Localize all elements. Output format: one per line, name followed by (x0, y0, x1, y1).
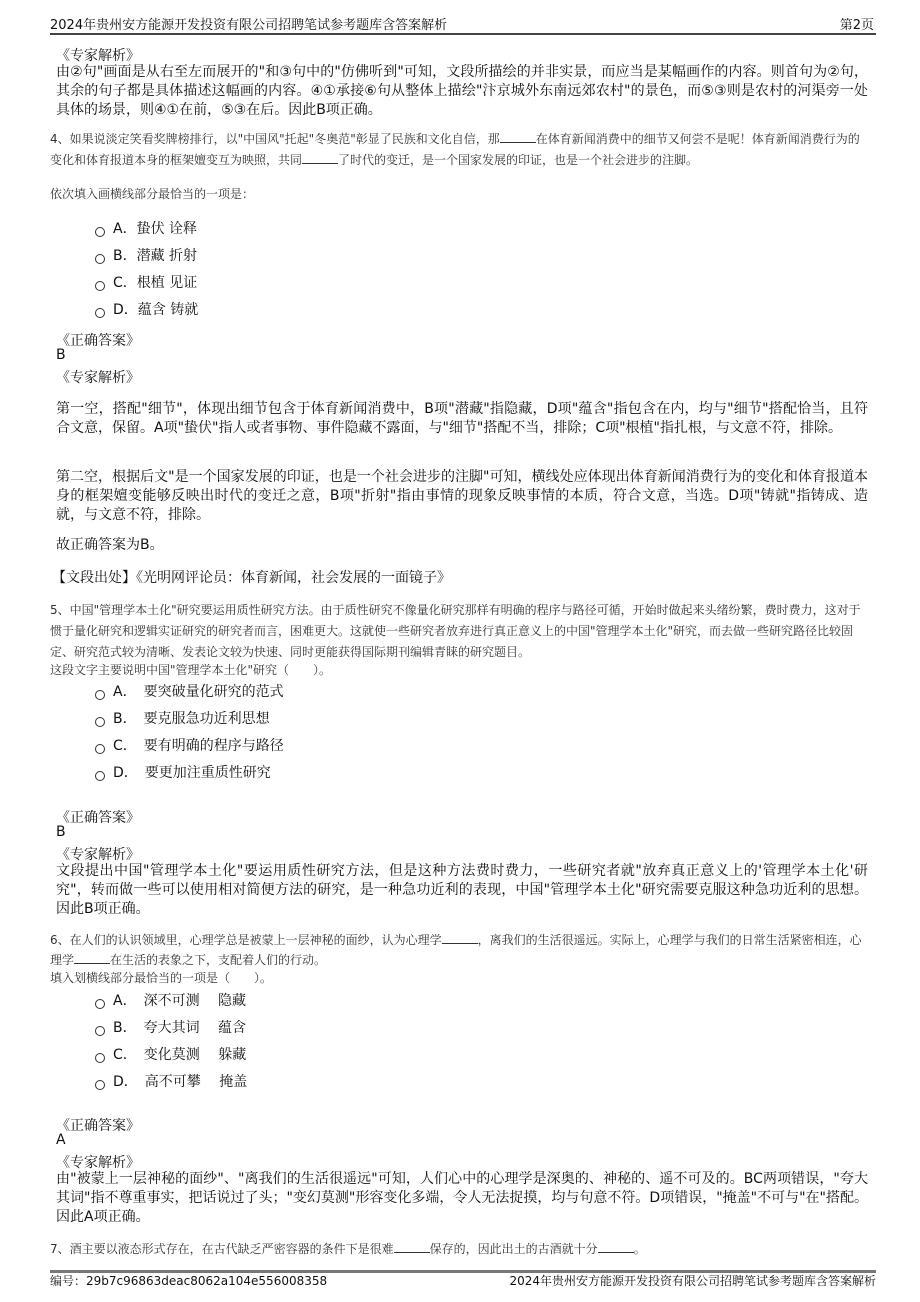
option-b[interactable]: B． 夸大其词 蕴含 (95, 1019, 246, 1037)
page-number: 第2页 (839, 18, 874, 33)
analysis-text: 第一空，搭配"细节"，体现出细节包含于体育新闻消费中，B项"潜藏"指隐藏，D项"蕴含"指包含在内，均与"细节"搭配恰当，且符合文意，保留。A项"蛰伏"指人或者事物、事件隐藏不露面，与"细节"搭配不当，排除；C项"根植"指扎根，与文意不符，排除。 (56, 401, 868, 436)
question-7-stem: 7、酒主要以液态形式存在，在古代缺乏严密容器的条件下是很难 保存的，因此出土的古酒就十分 。 (50, 1242, 646, 1256)
option-a[interactable]: A． 深不可测 隐藏 (95, 992, 246, 1010)
radio-icon[interactable] (95, 999, 105, 1009)
option-c[interactable]: C．根植 见证 (95, 274, 197, 292)
analysis-text: 文段提出中国"管理学本土化"要运用质性研究方法，但是这种方法费时费力，一些研究者就"放弃真正意义上的'管理学本土化'研究"，转而做一些可以使用相对简便方法的研究，是一种急功近利的表现，中国"管理学本土化"研究需要克服这种急功近利的思想。因此B项正确。 (56, 863, 868, 917)
header-rule (50, 33, 876, 35)
radio-icon[interactable] (95, 308, 105, 318)
option-b[interactable]: B．潜藏 折射 (95, 247, 197, 265)
answer-label: 《正确答案》 (56, 1118, 140, 1134)
question-4-prompt: 依次填入画横线部分最恰当的一项是： (50, 187, 255, 201)
question-5-prompt: 这段文字主要说明中国"管理学本土化"研究（ ）。 (50, 663, 332, 677)
answer-value: B (56, 824, 66, 840)
answer-value: B (56, 347, 66, 363)
option-c[interactable]: C． 变化莫测 躲藏 (95, 1046, 246, 1064)
answer-label: 《正确答案》 (56, 333, 140, 349)
analysis-label: 《专家解析》 (56, 1155, 140, 1171)
radio-icon[interactable] (95, 717, 105, 727)
option-c[interactable]: C． 要有明确的程序与路径 (95, 737, 284, 755)
radio-icon[interactable] (95, 227, 105, 237)
answer-label: 《正确答案》 (56, 810, 140, 826)
answer-value: A (56, 1132, 66, 1148)
header-title: 2024年贵州安方能源开发投资有限公司招聘笔试参考题库含答案解析 (50, 18, 448, 33)
question-5-stem: 5、中国"管理学本土化"研究要运用质性研究方法。由于质性研究不像量化研究那样有明确的程序与路径可循，开始时做起来头绪纷繁，费时费力，这对于惯于量化研究和逻辑实证研究的研究者而言，困难更大。这就使一些研究者放弃进行真正意义上的中国"管理学本土化"研究，而去做一些研究路径比较固定、研究范式较为清晰、发表论文较为快速、同时更能获得国际期刊编辑青睐的研究题目。 (50, 603, 861, 659)
question-6-prompt: 填入划横线部分最恰当的一项是（ ）。 (50, 971, 273, 985)
radio-icon[interactable] (95, 771, 105, 781)
analysis-label: 《专家解析》 (56, 370, 140, 386)
radio-icon[interactable] (95, 281, 105, 291)
analysis-label: 《专家解析》 (56, 847, 140, 863)
option-b[interactable]: B． 要克服急功近利思想 (95, 710, 270, 728)
source-text: 【文段出处】《光明网评论员：体育新闻，社会发展的一面镜子》 (52, 570, 451, 586)
footer-id: 编号：29b7c96863deac8062a104e556008358 (50, 1274, 328, 1288)
option-d[interactable]: D． 高不可攀 掩盖 (95, 1073, 247, 1091)
radio-icon[interactable] (95, 254, 105, 264)
question-6-stem: 6、在人们的认识领域里，心理学总是被蒙上一层神秘的面纱，认为心理学 ，离我们的生活很遥远。实际上，心理学与我们的日常生活紧密相连，心理学 在生活的表象之下，支配着人们的行动。 (50, 933, 862, 967)
radio-icon[interactable] (95, 1053, 105, 1063)
footer-title: 2024年贵州安方能源开发投资有限公司招聘笔试参考题库含答案解析 (509, 1274, 876, 1288)
radio-icon[interactable] (95, 744, 105, 754)
option-a[interactable]: A． 要突破量化研究的范式 (95, 683, 284, 701)
radio-icon[interactable] (95, 1080, 105, 1090)
analysis-text: 由"被蒙上一层神秘的面纱"、"离我们的生活很遥远"可知，人们心中的心理学是深奥的、神秘的、遥不可及的。BC两项错误，"夸大其词"指不尊重事实，把话说过了头；"变幻莫测"形容变化多端，令人无法捉摸，均与句意不符。D项错误，"掩盖"不可与"在"搭配。因此A项正确。 (56, 1171, 868, 1225)
option-d[interactable]: D．蕴含 铸就 (95, 301, 198, 319)
analysis-text: 由②句"画面是从右至左而展开的"和③句中的"仿佛听到"可知，文段所描绘的并非实景，而应当是某幅画作的内容。则首句为②句，其余的句子都是具体描述这幅画的内容。④①承接⑥句从整体上描绘"汴京城外东南远郊农村"的景色，而⑤③则是农村的河渠旁一处具体的场景，则④①在前，⑤③在后。因此B项正确。 (56, 64, 868, 118)
option-a[interactable]: A．蛰伏 诠释 (95, 220, 197, 238)
question-4-stem: 4、如果说淡定笑看奖牌榜排行，以"中国风"托起"冬奥范"彰显了民族和文化自信，那 在体育新闻消费中的细节又何尝不是呢！体育新闻消费行为的变化和体育报道本身的框架嬗变互为映照，共同 了时代的变迁，是一个国家发展的印证，也是一个社会进步的注脚。 (50, 132, 860, 167)
conclusion-text: 故正确答案为B。 (56, 537, 164, 553)
radio-icon[interactable] (95, 1026, 105, 1036)
analysis-text: 第二空，根据后文"是一个国家发展的印证，也是一个社会进步的注脚"可知，横线处应体现出体育新闻消费行为的变化和体育报道本身的框架嬗变能够反映出时代的变迁之意，B项"折射"指由事情的现象反映事情的本质，符合文意，当选。D项"铸就"指铸成、造就，与文意不符，排除。 (56, 469, 868, 523)
radio-icon[interactable] (95, 690, 105, 700)
option-d[interactable]: D． 要更加注重质性研究 (95, 764, 271, 782)
analysis-label: 《专家解析》 (56, 48, 140, 64)
